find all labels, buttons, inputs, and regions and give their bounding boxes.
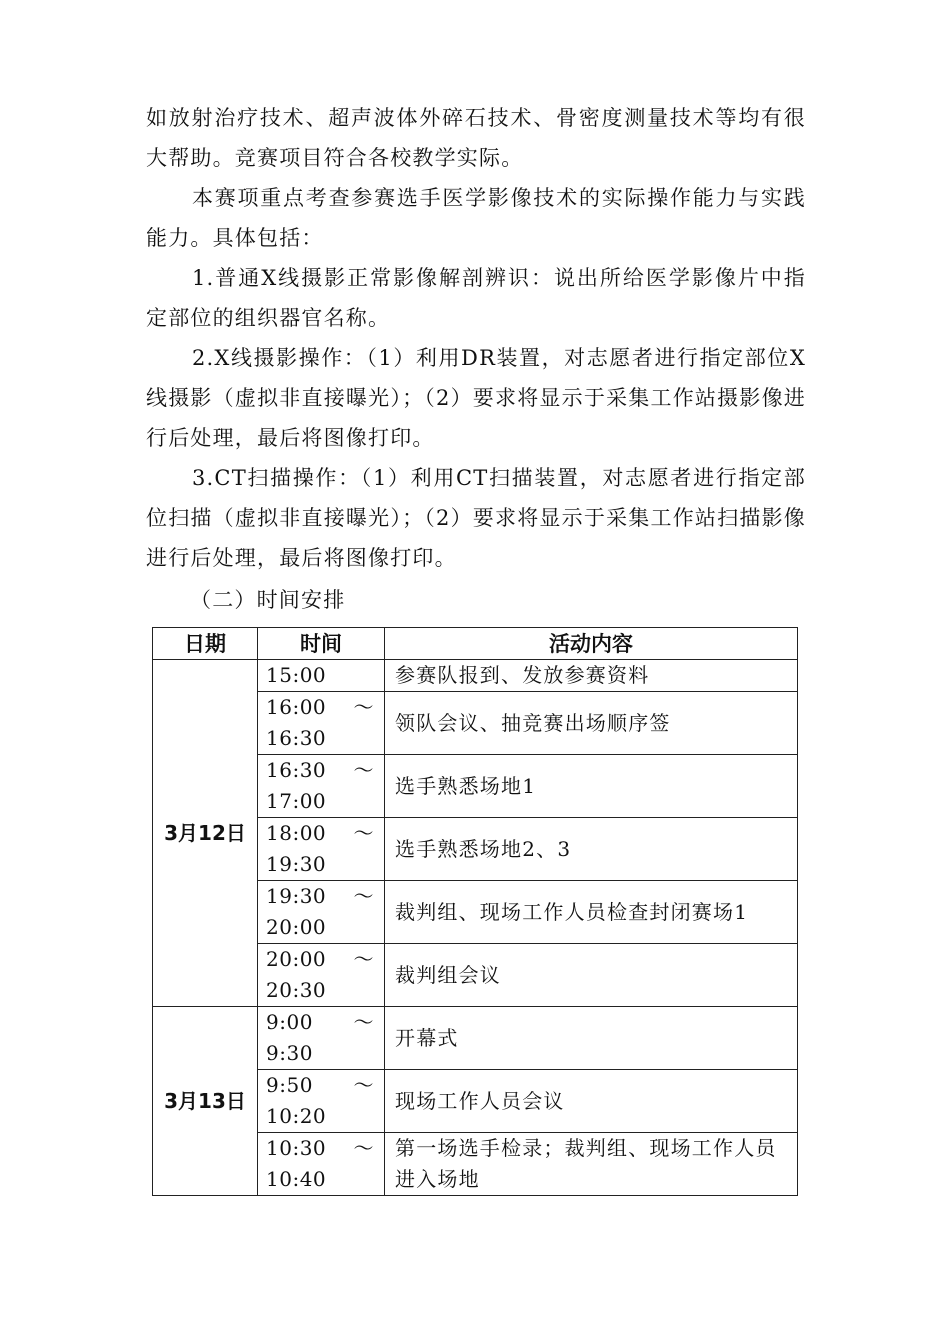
paragraph-item-2: 2.X线摄影操作：（1）利用DR装置，对志愿者进行指定部位X线摄影（虚拟非直接曝光）；（2）要求将显示于采集工作站摄影像进行后处理，最后将图像打印。: [146, 346, 806, 450]
time-start: 9:00: [266, 1010, 313, 1034]
date-cell-day2: 3月13日: [153, 1007, 258, 1196]
header-date: 日期: [153, 628, 258, 660]
activity-cell: 裁判组、现场工作人员检查封闭赛场1: [385, 881, 798, 944]
time-start: 19:30: [266, 884, 327, 908]
activity-cell: 选手熟悉场地1: [385, 755, 798, 818]
activity-cell: 选手熟悉场地2、3: [385, 818, 798, 881]
paragraph-item-1: 1.普通X线摄影正常影像解剖辨识：说出所给医学影像片中指定部位的组织器官名称。: [146, 266, 806, 330]
time-end: 20:30: [266, 978, 327, 1002]
time-cell: [258, 660, 385, 692]
time-end: 10:40: [266, 1167, 327, 1191]
time-cell: [258, 692, 385, 755]
time-end: 17:00: [266, 789, 327, 813]
schedule-table: [152, 627, 798, 1196]
table-header-row: [153, 628, 798, 660]
time-cell: [258, 881, 385, 944]
activity-cell: 第一场选手检录；裁判组、现场工作人员进入场地: [385, 1133, 798, 1196]
time-sep: ～: [353, 1073, 374, 1097]
time-end: 10:20: [266, 1104, 327, 1128]
time-cell: [258, 1133, 385, 1196]
date-cell-day1: 3月12日: [153, 660, 258, 1007]
time-cell: [258, 755, 385, 818]
time-start: 20:00: [266, 947, 327, 971]
activity-cell: 开幕式: [385, 1007, 798, 1070]
time-sep: ～: [353, 758, 374, 782]
time-start: 10:30: [266, 1136, 327, 1160]
time-start: 16:00: [266, 695, 327, 719]
activity-cell: 领队会议、抽竞赛出场顺序签: [385, 692, 798, 755]
time-sep: ～: [353, 1010, 374, 1034]
time-start: 15:00: [266, 663, 327, 687]
time-cell: [258, 944, 385, 1007]
time-sep: ～: [353, 884, 374, 908]
paragraph-scope: 本赛项重点考查参赛选手医学影像技术的实际操作能力与实践能力。具体包括：: [146, 186, 806, 250]
header-time: 时间: [258, 628, 385, 660]
table-row: [153, 660, 798, 692]
time-sep: ～: [353, 1136, 374, 1160]
activity-cell: 参赛队报到、发放参赛资料: [385, 660, 798, 692]
time-cell: [258, 1007, 385, 1070]
time-sep: ～: [353, 821, 374, 845]
time-sep: ～: [353, 947, 374, 971]
time-end: 19:30: [266, 852, 327, 876]
activity-cell: 现场工作人员会议: [385, 1070, 798, 1133]
time-start: 9:50: [266, 1073, 313, 1097]
paragraph-item-3: 3.CT扫描操作：（1）利用CT扫描装置，对志愿者进行指定部位扫描（虚拟非直接曝光）；（2）要求将显示于采集工作站扫描影像进行后处理，最后将图像打印。: [146, 466, 806, 570]
time-cell: [258, 1070, 385, 1133]
paragraph-continuation: 如放射治疗技术、超声波体外碎石技术、骨密度测量技术等均有很大帮助。竞赛项目符合各校教学实际。: [146, 106, 806, 170]
time-start: 18:00: [266, 821, 327, 845]
time-end: 20:00: [266, 915, 327, 939]
section-title: （二）时间安排: [190, 588, 346, 612]
header-activity: 活动内容: [385, 628, 798, 660]
time-cell: [258, 818, 385, 881]
time-start: 16:30: [266, 758, 327, 782]
table-row: [153, 1007, 798, 1070]
time-end: 9:30: [266, 1041, 313, 1065]
time-sep: ～: [353, 695, 374, 719]
time-end: 16:30: [266, 726, 327, 750]
activity-cell: 裁判组会议: [385, 944, 798, 1007]
